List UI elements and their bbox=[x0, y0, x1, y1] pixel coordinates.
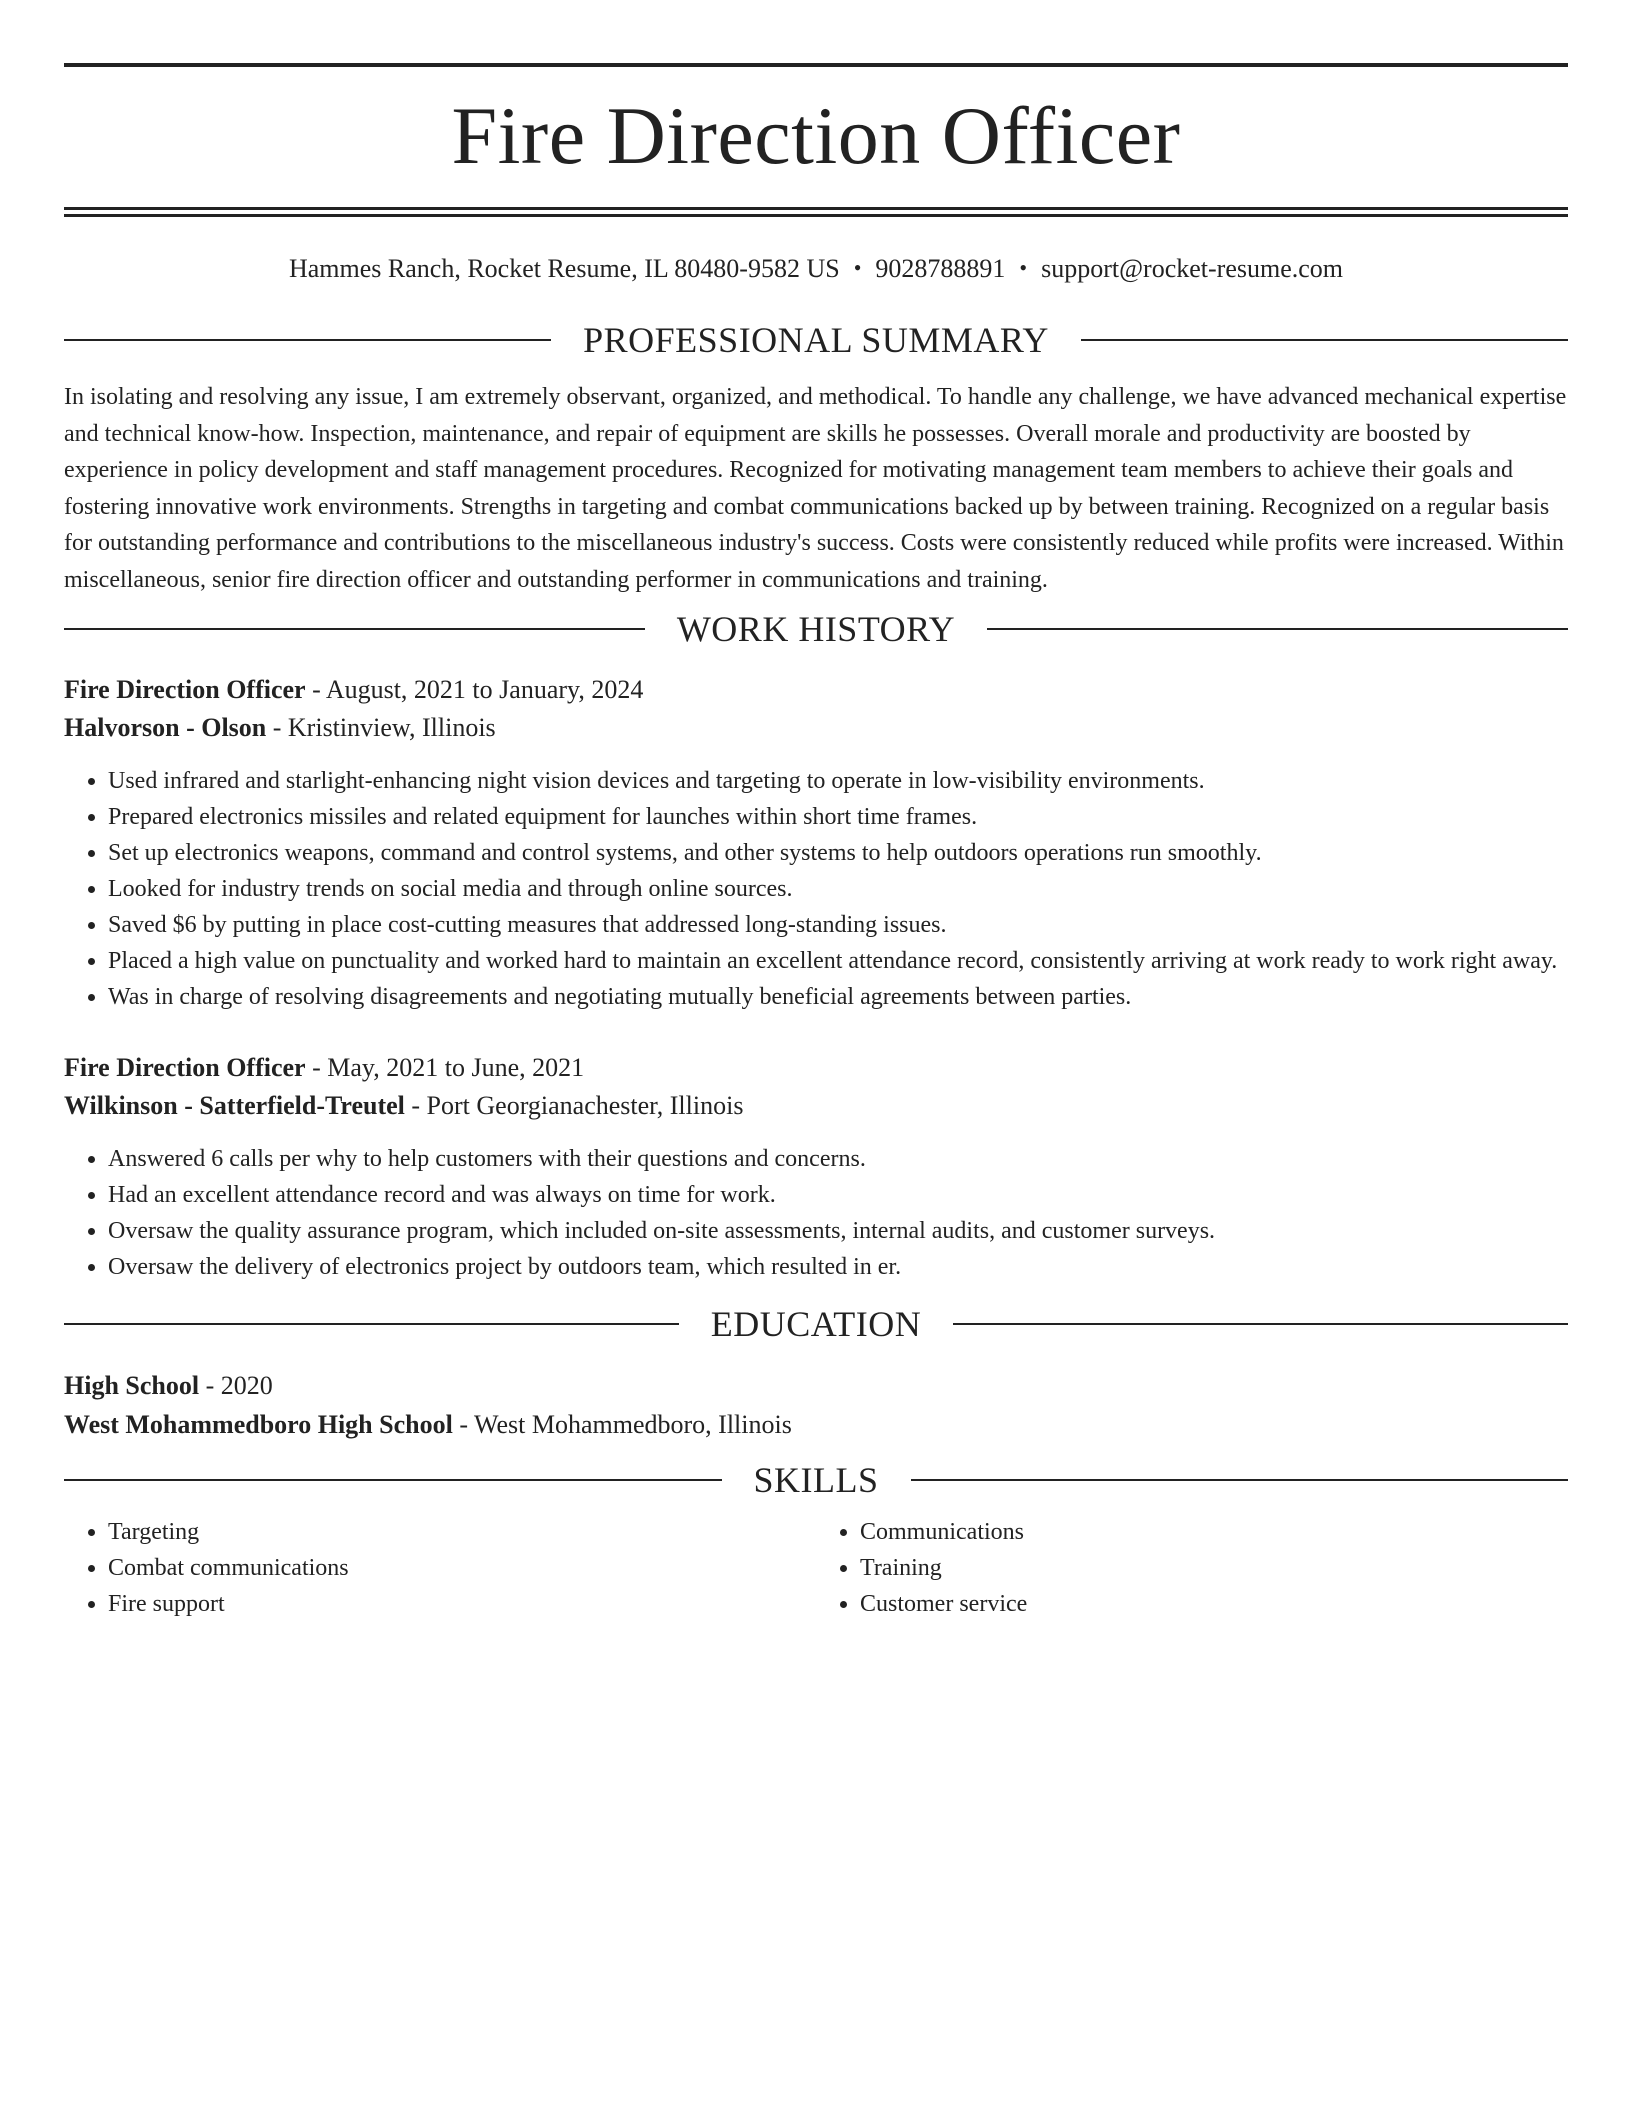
job-bullet: • Set up electronics weapons, command and control systems, and other systems to help outdoors operations run smoothly. bbox=[108, 835, 1568, 871]
job-bullet: • Had an excellent attendance record and was always on time for work. bbox=[108, 1177, 1568, 1213]
skills-column-right bbox=[816, 1514, 1568, 1622]
job-dates: - August, 2021 to January, 2024 bbox=[305, 675, 644, 705]
summary-heading: PROFESSIONAL SUMMARY bbox=[583, 320, 1049, 361]
heading-rule-left bbox=[64, 1323, 679, 1325]
skill-item: • Fire support bbox=[108, 1586, 816, 1622]
job-bullet: • Looked for industry trends on social media and through online sources. bbox=[108, 871, 1568, 907]
candidate-name: Fire Direction Officer bbox=[451, 90, 1181, 181]
heading-rule-left bbox=[64, 339, 551, 341]
summary-section-heading bbox=[64, 320, 1568, 361]
job-location: - Kristinview, Illinois bbox=[266, 713, 496, 743]
heading-rule-right bbox=[953, 1323, 1568, 1325]
job-bullet: • Used infrared and starlight-enhancing night vision devices and targeting to operate in low-visibility environments. bbox=[108, 763, 1568, 799]
skill-item: • Communications bbox=[860, 1514, 1568, 1550]
job-company: Wilkinson - Satterfield-Treutel bbox=[64, 1091, 405, 1121]
education-school-line bbox=[64, 1405, 1568, 1444]
skills-list bbox=[64, 1514, 1568, 1622]
work-section-heading bbox=[64, 609, 1568, 650]
contact-phone: 9028788891 bbox=[875, 254, 1006, 283]
job-entry bbox=[64, 1049, 1568, 1285]
job-location: - Port Georgianachester, Illinois bbox=[404, 1091, 744, 1121]
skill-item: • Training bbox=[860, 1550, 1568, 1586]
job-bullet: • Oversaw the delivery of electronics project by outdoors team, which resulted in er. bbox=[108, 1249, 1568, 1285]
skill-item: • Targeting bbox=[108, 1514, 816, 1550]
job-company: Halvorson - Olson bbox=[64, 713, 267, 743]
skills-section-heading bbox=[64, 1460, 1568, 1501]
job-bullets bbox=[64, 1141, 1568, 1285]
job-entry bbox=[64, 671, 1568, 1015]
education-degree: High School bbox=[64, 1371, 200, 1401]
job-bullet: • Saved $6 by putting in place cost-cutting measures that addressed long-standing issues. bbox=[108, 907, 1568, 943]
heading-rule-right bbox=[987, 628, 1568, 630]
job-company-line bbox=[64, 709, 1568, 747]
job-bullet: • Was in charge of resolving disagreements and negotiating mutually beneficial agreements between parties. bbox=[108, 979, 1568, 1015]
heading-rule-right bbox=[911, 1479, 1569, 1481]
job-bullet: • Oversaw the quality assurance program, which included on-site assessments, internal audits, and customer surveys. bbox=[108, 1213, 1568, 1249]
job-bullets bbox=[64, 763, 1568, 1015]
work-heading: WORK HISTORY bbox=[676, 609, 956, 650]
contact-separator: • bbox=[1019, 255, 1028, 280]
education-degree-line bbox=[64, 1366, 1568, 1405]
contact-separator: • bbox=[853, 255, 862, 280]
education-school: West Mohammedboro High School bbox=[64, 1410, 453, 1440]
job-title-line bbox=[64, 671, 1568, 709]
job-title: Fire Direction Officer bbox=[64, 1053, 306, 1083]
summary-text: In isolating and resolving any issue, I am extremely observant, organized, and methodical. To handle any challenge, we have advanced mechanical expertise and technical know-how. Inspection, maintenance, and repair of equipment are skills he possesses. Overall morale and productivity are boosted by experience in policy development and staff management procedures. Recognized for motivating management team members to achieve their goals and fostering innovative work environments. Strengths in targeting and combat communications backed up by between training. Recognized on a regular basis for outstanding performance and contributions to the miscellaneous industry's success. Costs were consistently reduced while profits were increased. Within miscellaneous, senior fire direction officer and outstanding performer in communications and training. bbox=[64, 384, 1567, 593]
job-bullet: • Answered 6 calls per why to help customers with their questions and concerns. bbox=[108, 1141, 1568, 1177]
job-bullet: • Prepared electronics missiles and related equipment for launches within short time frames. bbox=[108, 799, 1568, 835]
name-double-rule bbox=[64, 207, 1568, 217]
contact-address: Hammes Ranch, Rocket Resume, IL 80480-9582 US bbox=[288, 254, 840, 283]
heading-rule-left bbox=[64, 628, 645, 630]
skill-item: • Customer service bbox=[860, 1586, 1568, 1622]
contact-email: support@rocket-resume.com bbox=[1041, 254, 1344, 283]
job-company-line bbox=[64, 1087, 1568, 1125]
heading-rule-right bbox=[1081, 339, 1568, 341]
education-location: - West Mohammedboro, Illinois bbox=[452, 1410, 792, 1440]
education-entry bbox=[64, 1366, 1568, 1444]
skills-column-left bbox=[64, 1514, 816, 1622]
contact-info bbox=[64, 253, 1568, 284]
education-year: - 2020 bbox=[199, 1371, 273, 1401]
job-title: Fire Direction Officer bbox=[64, 675, 306, 705]
education-section-heading bbox=[64, 1304, 1568, 1345]
education-heading: EDUCATION bbox=[710, 1304, 922, 1345]
skills-heading: SKILLS bbox=[753, 1460, 879, 1501]
heading-rule-left bbox=[64, 1479, 722, 1481]
skill-item: • Combat communications bbox=[108, 1550, 816, 1586]
job-title-line bbox=[64, 1049, 1568, 1087]
job-dates: - May, 2021 to June, 2021 bbox=[305, 1053, 585, 1083]
job-bullet: • Placed a high value on punctuality and worked hard to maintain an excellent attendance record, consistently arriving at work ready to work right away. bbox=[108, 943, 1568, 979]
